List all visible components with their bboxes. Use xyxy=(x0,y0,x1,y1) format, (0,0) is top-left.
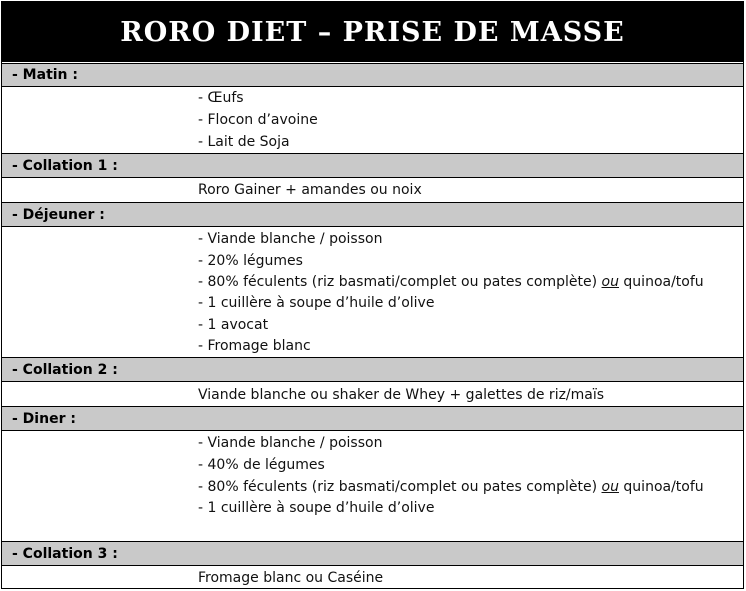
section-body-diner xyxy=(2,431,743,541)
list-item xyxy=(198,273,704,291)
list-item: - Viande blanche / poisson xyxy=(198,231,383,247)
list-item: - Fromage blanc xyxy=(198,338,311,354)
item-text: quinoa/tofu xyxy=(618,479,704,495)
item-text: - 80% féculents (riz basmati/complet ou pates complète) xyxy=(198,274,602,290)
section-body-matin xyxy=(2,87,743,153)
list-item: - 1 cuillère à soupe d’huile d’olive xyxy=(198,295,435,311)
list-item: - Flocon d’avoine xyxy=(198,112,318,128)
title-bar xyxy=(2,2,743,62)
list-item: - Viande blanche / poisson xyxy=(198,435,383,451)
list-item: - 1 cuillère à soupe d’huile d’olive xyxy=(198,500,435,516)
section-label: - Déjeuner : xyxy=(12,206,105,223)
list-item: - 1 avocat xyxy=(198,317,269,333)
section-label: - Collation 2 : xyxy=(12,361,118,378)
list-item: - 20% légumes xyxy=(198,253,303,269)
item-text: quinoa/tofu xyxy=(618,274,704,290)
item-text: - 80% féculents (riz basmati/complet ou pates complète) xyxy=(198,479,602,495)
section-label: - Matin : xyxy=(12,67,78,83)
list-item: Fromage blanc ou Caséine xyxy=(198,570,384,586)
section-body-dejeuner xyxy=(2,227,743,357)
list-item: Roro Gainer + amandes ou noix xyxy=(198,182,422,198)
list-item: Viande blanche ou shaker de Whey + galettes de riz/maïs xyxy=(198,387,605,403)
list-item xyxy=(198,478,704,496)
section-body-collation-2 xyxy=(2,382,743,406)
list-item: - Œufs xyxy=(198,90,244,106)
section-header-collation-3 xyxy=(2,541,743,566)
list-item: - Lait de Soja xyxy=(198,134,290,150)
emphasis-text: ou xyxy=(601,479,619,495)
list-item: - 40% de légumes xyxy=(198,457,325,473)
section-header-diner xyxy=(2,406,743,431)
section-label: - Collation 1 : xyxy=(12,157,118,174)
section-body-collation-3 xyxy=(2,566,743,588)
section-label: - Diner : xyxy=(12,410,76,427)
emphasis-text: ou xyxy=(601,274,619,290)
page-title: RORO DIET – PRISE DE MASSE xyxy=(120,16,625,48)
section-header-matin xyxy=(2,63,743,87)
section-header-collation-1 xyxy=(2,153,743,178)
section-header-dejeuner xyxy=(2,202,743,227)
section-body-collation-1 xyxy=(2,178,743,202)
diet-table xyxy=(1,1,744,589)
section-header-collation-2 xyxy=(2,357,743,382)
section-label: - Collation 3 : xyxy=(12,545,118,562)
